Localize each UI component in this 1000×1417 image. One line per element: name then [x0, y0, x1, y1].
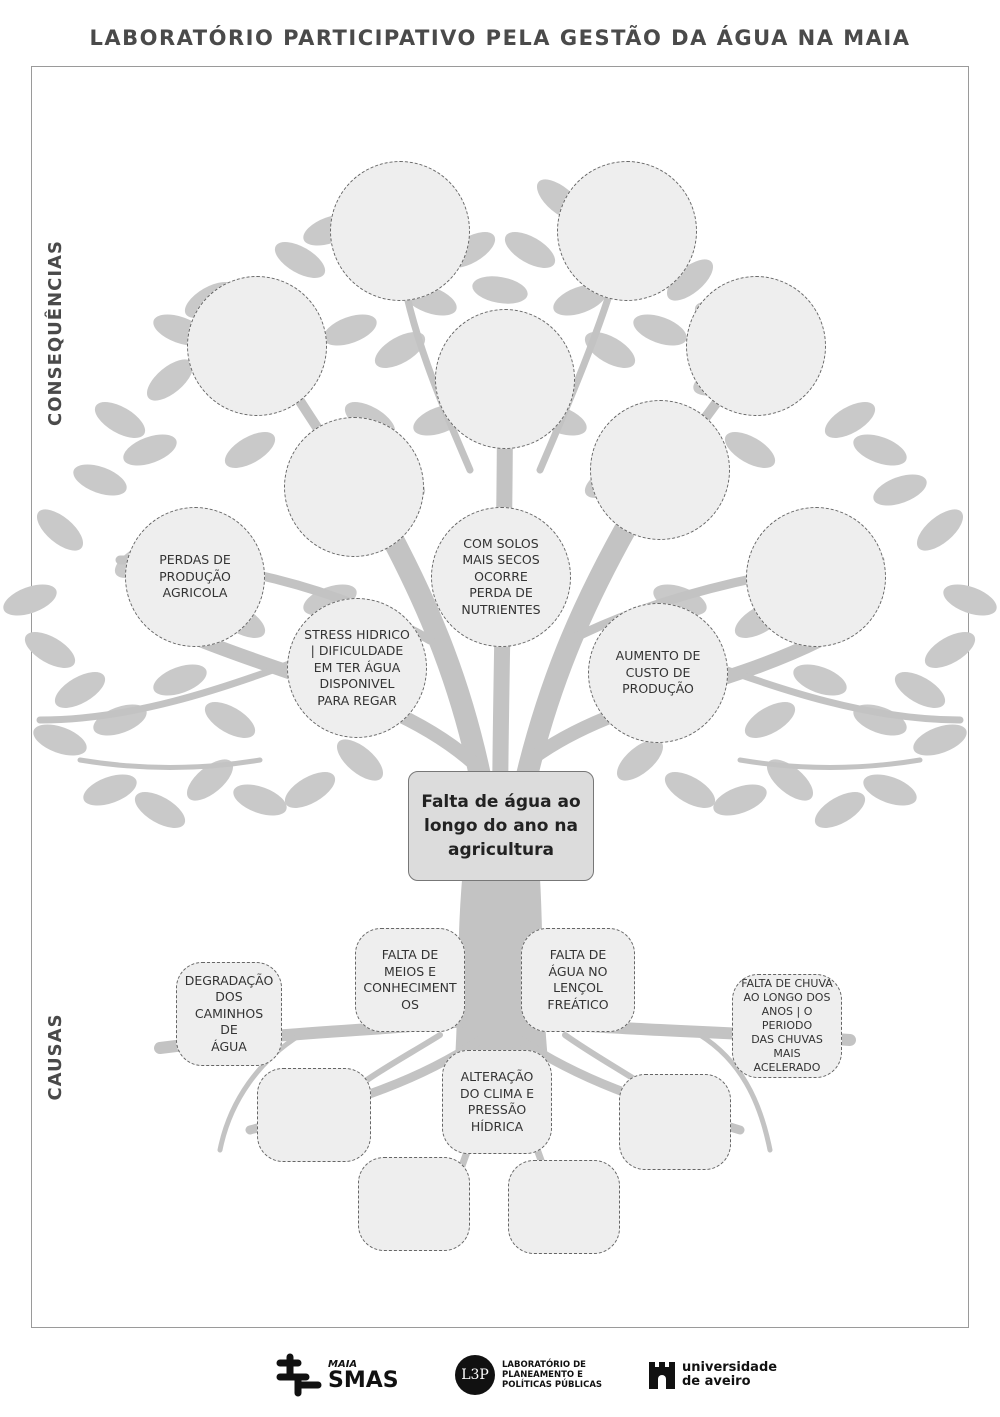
leaf-shape [849, 698, 911, 742]
leaf-shape [180, 752, 240, 808]
empty-cause-bubble [257, 1068, 371, 1162]
cause-bubble: FALTA DE MEIOS E CONHECIMENT OS [355, 928, 465, 1032]
leaf-shape [30, 502, 90, 558]
empty-cause-bubble [619, 1074, 731, 1170]
leaf-shape [760, 752, 820, 808]
empty-consequence-bubble [557, 161, 697, 301]
leaf-shape [659, 765, 720, 816]
leaf-shape [29, 718, 91, 762]
cause-bubble: FALTA DE ÁGUA NO LENÇOL FREÁTICO [521, 928, 635, 1032]
smas-logo-icon [276, 1353, 322, 1397]
leaf-shape [19, 625, 80, 676]
leaf-shape [739, 695, 800, 746]
aveiro-castle-icon [648, 1360, 676, 1390]
leaf-shape [330, 732, 390, 788]
leaf-shape [229, 778, 291, 822]
leaf-shape [629, 308, 691, 352]
consequence-bubble: STRESS HIDRICO | DIFICULDADE EM TER ÁGUA DISPONIVEL PARA REGAR [287, 598, 427, 738]
l3p-mark: L3P [455, 1355, 495, 1395]
consequences-label: CONSEQUÊNCIAS [45, 240, 66, 426]
leaf-shape [499, 225, 560, 276]
empty-consequence-bubble [746, 507, 886, 647]
leaf-shape [129, 785, 190, 836]
leaf-shape [909, 718, 971, 762]
leaf-shape [49, 665, 110, 716]
empty-consequence-bubble [686, 276, 826, 416]
consequence-bubble: AUMENTO DE CUSTO DE PRODUÇÃO [588, 603, 728, 743]
leaf-shape [79, 768, 141, 812]
consequence-bubble: COM SOLOS MAIS SECOS OCORRE PERDA DE NUTRIENTES [431, 507, 571, 647]
empty-consequence-bubble [330, 161, 470, 301]
leaf-shape [279, 765, 340, 816]
leaf-shape [0, 578, 61, 622]
consequence-bubble: PERDAS DE PRODUÇÃO AGRICOLA [125, 507, 265, 647]
leaf-shape [859, 768, 921, 812]
central-problem-box: Falta de água ao longo do ano na agricultura [408, 771, 594, 881]
logo-smas [276, 1345, 399, 1405]
leaf-shape [849, 428, 911, 472]
leaf-shape [470, 272, 530, 307]
leaf-shape [89, 698, 151, 742]
leaf-shape [869, 468, 931, 512]
leaf-shape [889, 665, 950, 716]
leaf-shape [939, 578, 1000, 622]
leaf-shape [709, 778, 771, 822]
l3p-text: LABORATÓRIO DE PLANEAMENTO E POLÍTICAS PÚBLICAS [502, 1360, 603, 1390]
leaf-shape [809, 785, 870, 836]
empty-consequence-bubble [187, 276, 327, 416]
leaf-shape [69, 458, 131, 502]
empty-cause-bubble [508, 1160, 620, 1254]
aveiro-text: universidade de aveiro [682, 1360, 778, 1389]
leaf-shape [910, 502, 970, 558]
smas-name: SMAS [328, 1367, 399, 1393]
logo-l3p [455, 1345, 602, 1405]
smas-maia-label: MAIA [328, 1358, 358, 1370]
leaf-shape [319, 308, 381, 352]
leaf-shape [219, 425, 280, 476]
logo-universidade-aveiro [648, 1345, 777, 1405]
leaf-shape [89, 395, 150, 446]
cause-bubble: DEGRADAÇÃO DOS CAMINHOS DE ÁGUA [176, 962, 282, 1066]
empty-cause-bubble [358, 1157, 470, 1251]
leaf-shape [199, 695, 260, 746]
leaf-shape [919, 625, 980, 676]
empty-consequence-bubble [435, 309, 575, 449]
cause-bubble: FALTA DE CHUVA AO LONGO DOS ANOS | O PERIODO DAS CHUVAS MAIS ACELERADO [732, 974, 842, 1078]
empty-consequence-bubble [590, 400, 730, 540]
empty-consequence-bubble [284, 417, 424, 557]
causes-label: CAUSAS [45, 1013, 66, 1101]
cause-bubble: ALTERAÇÃO DO CLIMA E PRESSÃO HÍDRICA [442, 1050, 552, 1154]
page-title: LABORATÓRIO PARTICIPATIVO PELA GESTÃO DA ÁGUA NA MAIA [89, 26, 911, 50]
